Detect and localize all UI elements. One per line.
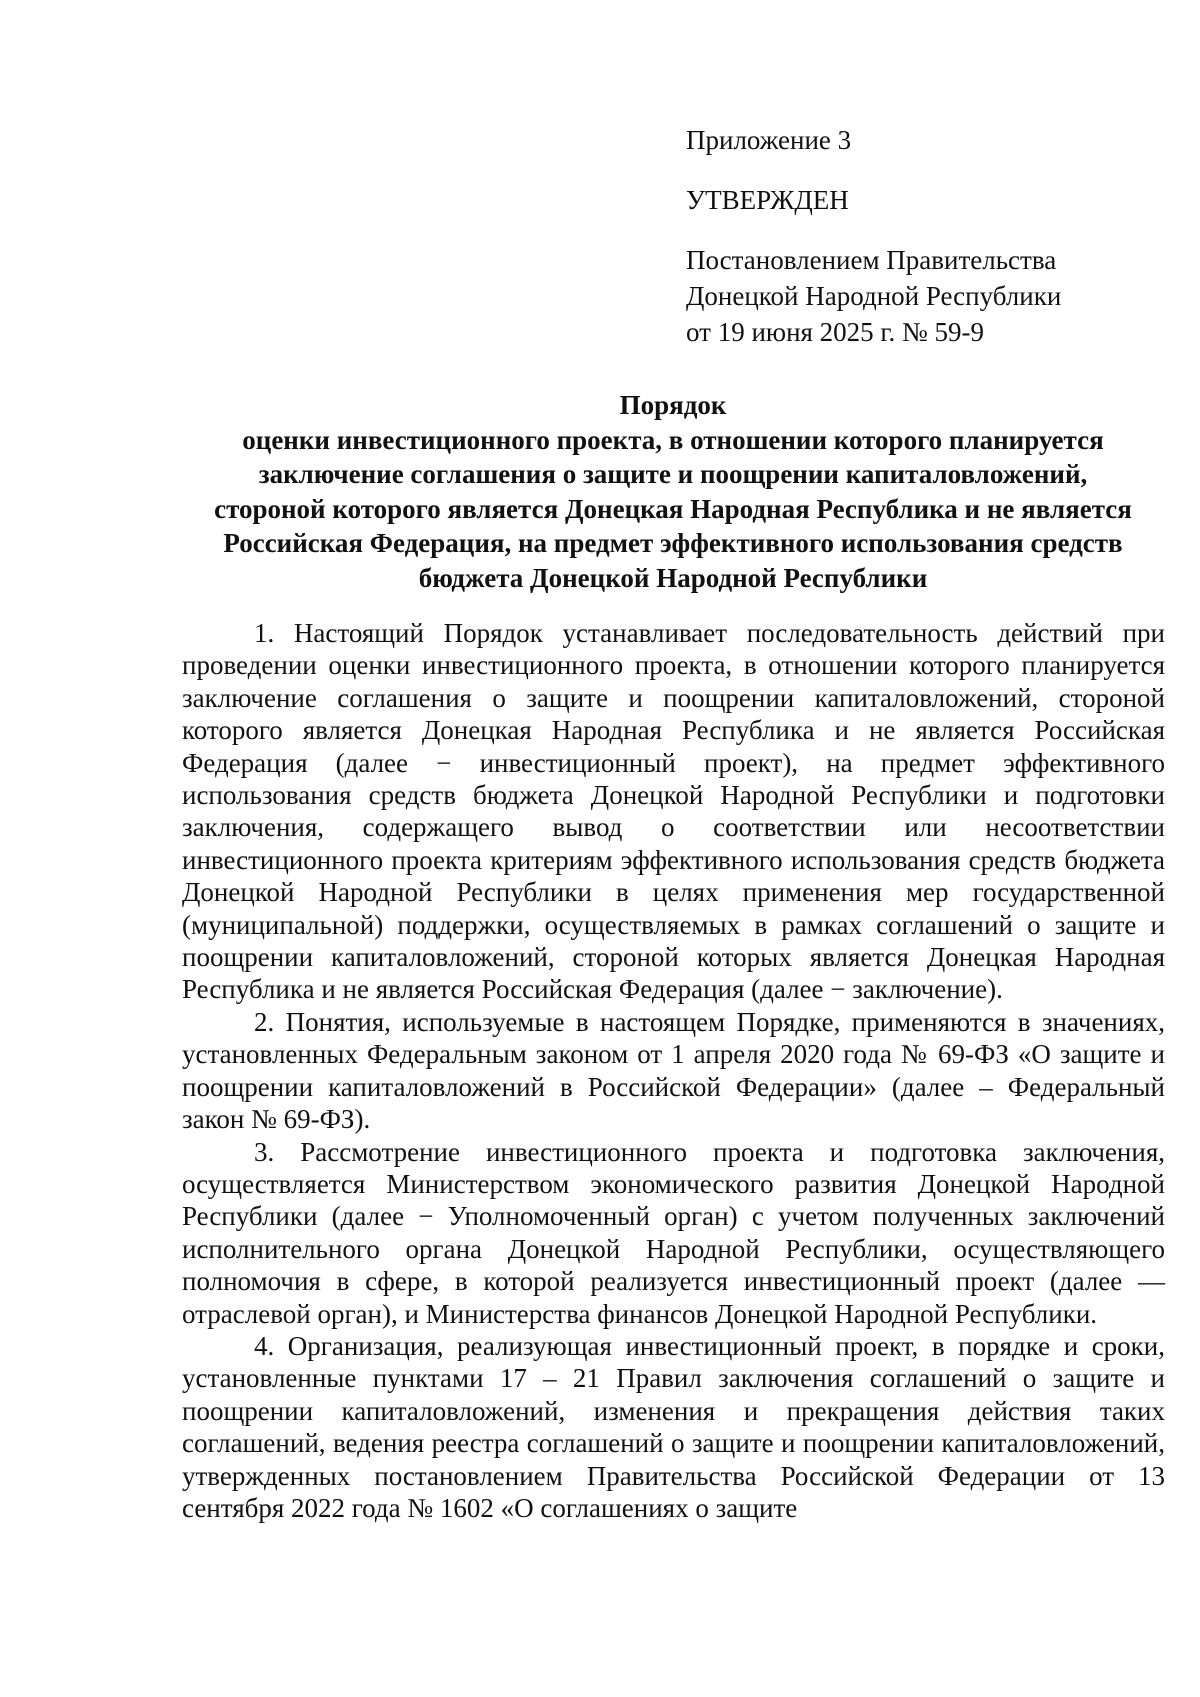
document-body [182, 617, 1165, 1524]
paragraph-4: 4. Организация, реализующая инвестиционный проект, в порядке и сроки, установленные пунктами 17 – 21 Правил заключения соглашений о защите и поощрении капиталовложений, изменения и прекращения действия таких соглашений, ведения реестра соглашений о защите и поощрении капиталовложений, утвержденных постановлением Правительства Российской Федерации от 13 сентября 2022 года № 1602 «О соглашениях о защите [182, 1330, 1165, 1523]
resolution-line-3: от 19 июня 2025 г. № 59-9 [686, 317, 984, 347]
title-line-3: заключение соглашения о защите и поощрении капиталовложений, [258, 459, 1088, 489]
title-line-6: бюджета Донецкой Народной Республики [418, 562, 928, 593]
title-line-2: оценки инвестиционного проекта, в отношении которого планируется [242, 424, 1104, 455]
appendix-label: Приложение 3 [686, 125, 852, 155]
paragraph-3: 3. Рассмотрение инвестиционного проекта и подготовка заключения, осуществляется Министерством экономического развития Донецкой Народной Республики (далее − Уполномоченный орган) с учетом полученных заключений исполнительного органа Донецкой Народной Республики, осуществляющего полномочия в сфере, в которой реализуется инвестиционный проект (далее — отраслевой орган), и Министерства финансов Донецкой Народной Республики. [182, 1136, 1165, 1329]
paragraph-1: 1. Настоящий Порядок устанавливает последовательность действий при проведении оценки инвестиционного проекта, в отношении которого планируется заключение соглашения о защите и поощрении капиталовложений, стороной которого является Донецкая Народная Республика и не является Российская Федерация (далее − инвестиционный проект), на предмет эффективного использования средств бюджета Донецкой Народной Республики и подготовки заключения, содержащего вывод о соответствии или несоответствии инвестиционного проекта критериям эффективного использования средств бюджета Донецкой Народной Республики в целях применения мер государственной (муниципальной) поддержки, осуществляемых в рамках соглашений о защите и поощрении капиталовложений, стороной которых является Донецкая Народная Республика и не является Российская Федерация (далее − заключение). [182, 618, 1165, 1005]
title-line-1: Порядок [619, 390, 727, 420]
document-title [140, 388, 1200, 595]
resolution-line-2: Донецкой Народной Республики [686, 281, 1062, 311]
paragraph-2: 2. Понятия, используемые в настоящем Порядке, применяются в значениях, установленных Федеральным законом от 1 апреля 2020 года № 69-ФЗ «О защите и поощрении капиталовложений в Российской Федерации» (далее – Федеральный закон № 69-ФЗ). [182, 1006, 1165, 1135]
resolution-line-1: Постановлением Правительства [686, 245, 1057, 275]
approved-label: УТВЕРЖДЕН [686, 185, 849, 215]
title-line-5: Российская Федерация, на предмет эффективного использования средств [223, 528, 1123, 558]
approval-block [686, 122, 1166, 350]
title-line-4: стороной которого является Донецкая Народная Республика и не является [214, 493, 1132, 524]
